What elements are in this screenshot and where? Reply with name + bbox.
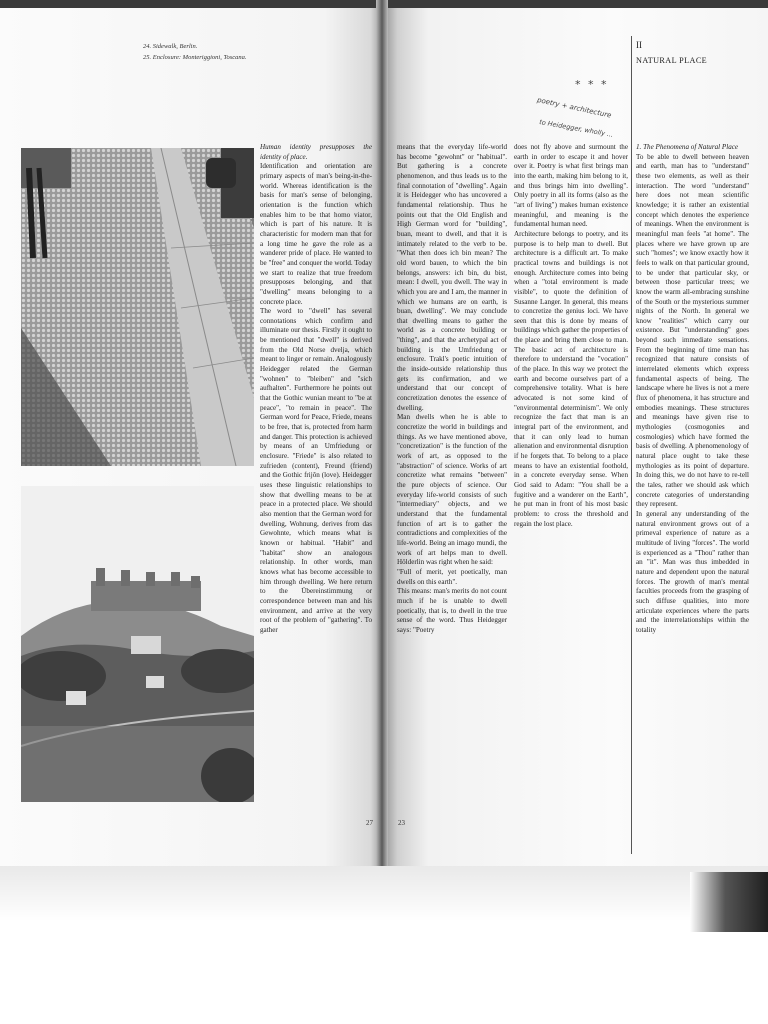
paragraph: Identification and orientation are primary aspects of man's being-in-the-world. Whereas identification is the basis for man's sense of belonging, orientation is the function which enables him to be that homo viator, which is part of his nature. It is characteristic for modern man that for a long time he gave the role as a wanderer pride of place. He wanted to be "free" and conquer the world. Today we start to realize that true freedom presupposes belonging, and that "dwelling" means belonging to a concrete place. bbox=[260, 162, 372, 306]
text-column-2 bbox=[397, 143, 507, 791]
paragraph: The word to "dwell" has several connotations which confirm and illuminate our thesis. Firstly it ought to be mentioned that "dwell" is derived from the Old Norse dvelja, which meant to linger or remain. Analogously Heidegger related the German "wohnen" to "bleiben" and "sich aufhalten". Furthermore he points out that the Gothic wunian meant to "be at peace", "to remain in peace". The German word for Peace, Friede, means to be free, that is, protected from harm and danger. This protection is achieved by means of an Umfriedung or enclosure. "Friede" is also related to zufrieden (content), Freund (friend) and the Gothic frijôn (love). Heidegger uses these linguistic relationships to show that dwelling means to be at peace in a protected place. We should also mention that the German word for dwelling, Wohnung, derives from das Gewohnte, which means what is known or habitual. "Habit" and "habitat" show an analogous relationship. In other words, man knows what has become accessible to him through dwelling. We here return to the Übereinstimmung or correspondence between man and his environment, and arrive at the very root of the problem of "gathering". To gather bbox=[260, 307, 372, 634]
paragraph: In general any understanding of the natural environment grows out of a primeval experience of nature as a multitude of living "forces". The world is experienced as a "Thou" rather than an "it". Man was thus imbedded in nature and dependent upon the natural forces. The growth of man's mental faculties proceeds from the grasping of such diffuse qualities, into more articulate experiences where the parts and the interrelationships within the totality bbox=[636, 509, 749, 634]
photo-sidewalk-berlin bbox=[21, 148, 254, 466]
section-number: II bbox=[636, 40, 642, 50]
scan-edge-shadow bbox=[690, 872, 768, 932]
paragraph: Human identity presupposes the identity of place. bbox=[260, 143, 372, 161]
page-number-right: 23 bbox=[398, 819, 405, 827]
photo-monteriggioni bbox=[21, 486, 254, 802]
paragraph: "Full of merit, yet poetically, man dwells on this earth". bbox=[397, 567, 507, 586]
paragraph: does not fly above and surmount the earth in order to escape it and hover over it. Poetry is what first brings man into the earth, making him belong to it, and thus brings him into dwelling". Only poetry in all its forms (also as the "art of living") makes human existence meaningful, and meaning is the fundamental human need. bbox=[514, 143, 628, 229]
sidewalk-illustration bbox=[21, 148, 254, 466]
column-rule bbox=[631, 36, 632, 854]
paragraph: Man dwells when he is able to concretize the world in buildings and things. As we have mentioned above, "concretization" is the function of the work of art, as opposed to the "abstraction" of science. Works of art concretize what remains "between" the pure objects of science. Our everyday life-world consists of such "intermediary" objects, and we understand that the fundamental function of art is to gather the contradictions and complexities of the life-world. Being an imago mundi, the work of art helps man to dwell. Hölderlin was right when he said: bbox=[397, 413, 507, 567]
hilltown-illustration bbox=[21, 486, 254, 802]
book-gutter bbox=[376, 0, 388, 880]
caption-24: 24. Sidewalk, Berlin. bbox=[143, 43, 198, 50]
handwritten-note-1: poetry + architecture bbox=[536, 96, 613, 120]
text-column-4 bbox=[636, 143, 749, 858]
paragraph: This means: man's merits do not count much if he is unable to dwell poetically, that is, to dwell in the true sense of the word. Thus Heidegger says: "Poetry bbox=[397, 587, 507, 634]
handwritten-stars: * * * bbox=[575, 78, 609, 91]
page-number-left: 27 bbox=[366, 819, 373, 827]
caption-25: 25. Enclosure: Monteriggioni, Toscana. bbox=[143, 54, 247, 61]
text-column-3 bbox=[514, 143, 628, 686]
paragraph: To be able to dwell between heaven and earth, man has to "understand" these two elements, as well as their interaction. The word "understand" here does not mean scientific knowledge; it is rather an existential concept which denotes the experience of meanings. When the environment is meaningful man feels "at home". The places where we have grown up are such "homes"; we know exactly how it feels to walk on that particular ground, to be under that particular sky, or between those particular trees; we know the warm all-embracing sunshine of the South or the mysterious summer nights of the North. In general we know "realities" which carry our existence. But "understanding" goes beyond such immediate sensations. From the beginning of time man has recognized that nature consists of interrelated elements which express fundamental aspects of being. The landscape where he lives is not a mere flux of phenomena, it has structure and embodies meanings. These structures and meanings have given rise to mythologies (cosmogonies and cosmologies) which have formed the basis of dwelling. A phenomenology of natural place ought to take these mythologies as its point of departure. In doing this, we do not have to re-tell the tales, rather we should ask which concrete categories of understanding they represent. bbox=[636, 152, 749, 509]
section-title: NATURAL PLACE bbox=[636, 56, 708, 65]
figure-captions bbox=[143, 41, 247, 63]
handwritten-note-2: to Heidegger, wholly ... bbox=[538, 118, 614, 139]
scan-background bbox=[0, 866, 768, 1024]
paragraph: means that the everyday life-world has become "gewohnt" or "habitual". But gathering is a concrete phenomenon, and thus leads us to the final connotation of "dwelling". Again it is Heidegger who has uncovered a fundamental relationship. Thus he points out that the Old English and High German word for "building", buan, meant to dwell, and that it is intimately related to the verb to be. "What then does ich bin mean? The old word bauen, to which the bin belongs, answers: ich bin, du bist, mean: I dwell, you dwell. The way in which you are and I am, the manner in which we humans are on earth, is buan, dwelling". We may conclude that dwelling means to gather the world as a concrete building or "thing", and that the archetypal act of building is the Umfriedung or enclosure. Trakl's poetic intuition of the inside-outside relationship thus gets its confirmation, and we understand that our concept of concretization denotes the essence of dwelling. bbox=[397, 143, 507, 412]
subsection-heading: 1. The Phenomena of Natural Place bbox=[636, 143, 739, 151]
text-column-1 bbox=[260, 143, 372, 808]
paragraph: Architecture belongs to poetry, and its purpose is to help man to dwell. But architecture is a difficult art. To make practical towns and buildings is not enough. Architecture comes into being when a "total environment is made visible", to quote the definition of Susanne Langer. In general, this means to concretize the genius loci. We have seen that this is done by means of buildings which gather the properties of the place and bring them close to man. The basic act of architecture is therefore to understand the "vocation" of the place. In this way we protect the earth and become ourselves part of a comprehensive totality. What is here advocated is not some kind of "environmental determinism". We only recognize the fact that man is an integral part of the environment, and that it can only lead to human alienation and environmental disruption if he forgets that. To belong to a place means to have an existential foothold, in a concrete everyday sense. When God said to Adam: "You shall be a fugitive and a wanderer on the Earth", he put man in front of his most basic problem: to cross the threshold and regain the lost place. bbox=[514, 229, 628, 528]
